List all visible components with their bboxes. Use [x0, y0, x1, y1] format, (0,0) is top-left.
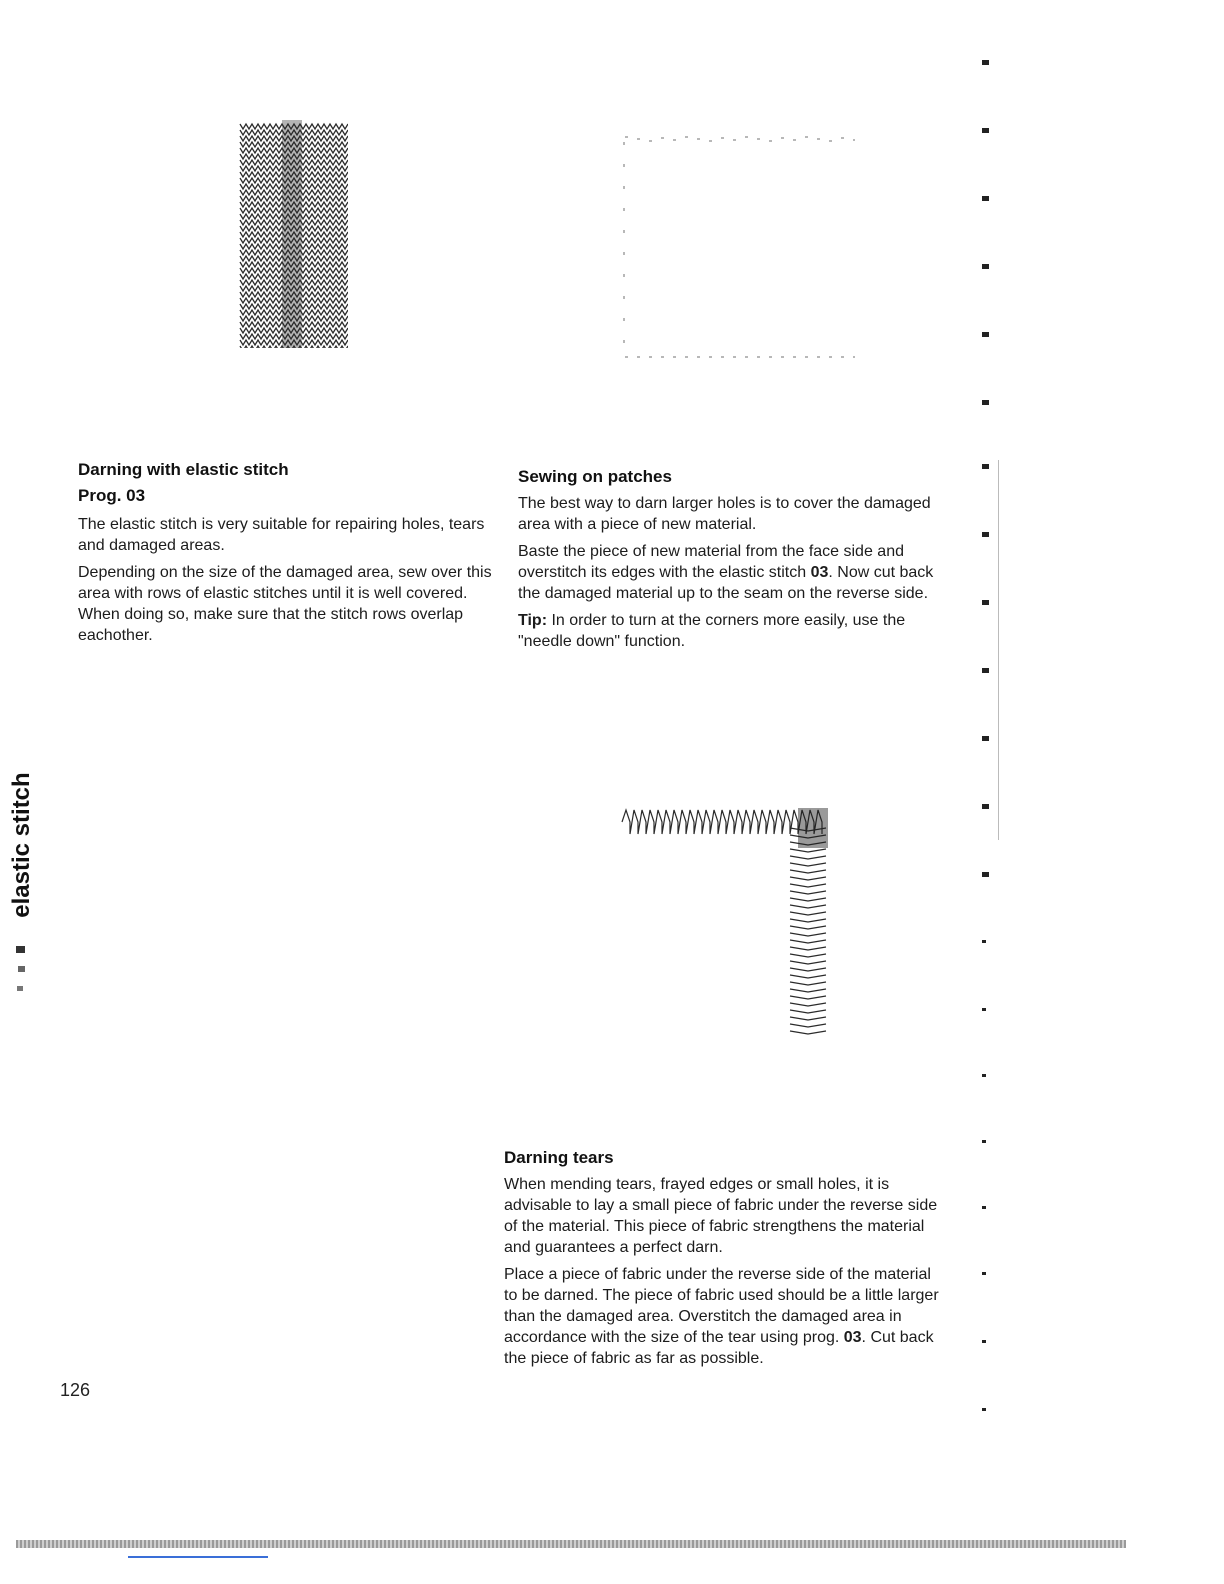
sewing-patches-section — [518, 467, 938, 658]
frame-dot — [841, 137, 844, 139]
vertical-stitch — [790, 1031, 826, 1034]
program-number: 03 — [810, 564, 829, 581]
frame-dot — [829, 140, 832, 142]
bottom-rule — [128, 1556, 268, 1558]
scan-mark — [982, 264, 989, 269]
vertical-stitch — [790, 849, 826, 852]
chapter-side-tab — [2, 760, 42, 930]
vertical-stitch — [790, 912, 826, 915]
scan-mark — [982, 1008, 986, 1011]
vertical-stitch — [790, 870, 826, 873]
scan-mark — [982, 128, 989, 133]
frame-dot — [623, 296, 625, 299]
frame-dot — [781, 356, 784, 358]
text-run: . Now cut back the damaged material up to the seam on the reverse side. — [518, 564, 934, 602]
frame-dot — [625, 356, 628, 358]
bottom-scan-strip — [16, 1540, 1126, 1548]
scan-mark — [982, 400, 989, 405]
page-number: 126 — [60, 1380, 91, 1400]
scan-mark — [982, 1074, 986, 1077]
frame-dot — [781, 137, 784, 139]
text-run: Baste the piece of new material from the face side and overstitch its edges with the elastic stitch — [518, 543, 904, 581]
vertical-stitch — [790, 954, 826, 957]
frame-dot — [841, 356, 844, 358]
section-heading: Darning tears — [504, 1148, 614, 1167]
scan-mark — [982, 1140, 986, 1143]
frame-dot — [745, 356, 748, 358]
vertical-stitch — [790, 1003, 826, 1006]
corner-dense-stitch — [798, 808, 828, 848]
frame-dot — [625, 136, 628, 138]
scan-mark — [982, 332, 989, 337]
frame-dot — [853, 356, 855, 358]
vertical-stitch — [790, 996, 826, 999]
section-heading: Sewing on patches — [518, 467, 672, 486]
frame-dot — [757, 356, 760, 358]
vertical-stitch — [790, 968, 826, 971]
vertical-stitch — [790, 933, 826, 936]
frame-dot — [697, 138, 700, 140]
frame-dot — [721, 356, 724, 358]
vertical-stitch — [790, 961, 826, 964]
frame-dot — [685, 136, 688, 138]
frame-dot — [673, 139, 676, 141]
frame-dot — [721, 137, 724, 139]
vertical-stitch — [790, 1017, 826, 1020]
frame-dot — [805, 136, 808, 138]
scan-line — [998, 460, 999, 840]
text-run: Place a piece of fabric under the reverse side of the material to be darned. The piece of fabric used should be a little larger than the damaged area. Overstitch the damaged area in accordance with the size of the tear using prog. — [504, 1266, 939, 1346]
tip-paragraph — [518, 610, 938, 652]
frame-dot — [623, 142, 625, 145]
scan-mark — [982, 600, 989, 605]
vertical-stitch — [790, 863, 826, 866]
frame-dot — [733, 139, 736, 141]
vertical-stitch — [790, 947, 826, 950]
darning-tears-section — [504, 1148, 944, 1375]
frame-dot — [709, 140, 712, 142]
vertical-stitch — [790, 926, 826, 929]
frame-dot — [623, 186, 625, 189]
scan-mark — [982, 736, 989, 741]
frame-dot — [637, 138, 640, 140]
frame-dot — [805, 356, 808, 358]
section-heading: Darning with elastic stitch — [78, 460, 289, 479]
paragraph: The elastic stitch is very suitable for repairing holes, tears and damaged areas. — [78, 516, 485, 554]
paragraph: The best way to darn larger holes is to cover the damaged area with a piece of new material. — [518, 495, 931, 533]
scan-mark — [982, 1340, 986, 1343]
frame-dot — [769, 140, 772, 142]
frame-dot — [673, 356, 676, 358]
paragraph — [518, 541, 938, 604]
scan-mark — [982, 464, 989, 469]
scan-marks-icon — [12, 944, 42, 1006]
program-label: Prog. 03 — [78, 486, 146, 505]
horizontal-stitch-line — [622, 810, 822, 834]
paragraph: Depending on the size of the damaged area, sew over this area with rows of elastic stitches until it is well covered. When doing so, make sure that the stitch rows overlap eachother. — [78, 564, 492, 644]
frame-dot — [637, 356, 640, 358]
frame-dot — [623, 252, 625, 255]
frame-dot — [623, 164, 625, 167]
vertical-stitch — [790, 940, 826, 943]
frame-dot — [769, 356, 772, 358]
vertical-stitch — [790, 989, 826, 992]
vertical-stitch — [790, 919, 826, 922]
corner-tear-stitch-illustration — [618, 808, 848, 1040]
frame-dot — [623, 318, 625, 321]
vertical-stitch — [790, 975, 826, 978]
frame-dot — [733, 356, 736, 358]
tip-label: Tip: — [518, 612, 548, 629]
frame-dot — [793, 356, 796, 358]
scan-mark — [982, 1206, 986, 1209]
frame-dot — [649, 356, 652, 358]
darning-stitch-illustration — [238, 120, 348, 348]
frame-dot — [623, 340, 625, 343]
chapter-label: elastic stitch — [8, 772, 35, 918]
scan-mark — [982, 872, 989, 877]
frame-dot — [623, 274, 625, 277]
frame-dot — [793, 139, 796, 141]
frame-dot — [757, 138, 760, 140]
frame-dot — [745, 136, 748, 138]
vertical-stitch — [790, 877, 826, 880]
frame-dot — [817, 356, 820, 358]
vertical-stitch — [790, 856, 826, 859]
vertical-stitch — [790, 1010, 826, 1013]
frame-dot — [697, 356, 700, 358]
scan-mark — [982, 804, 989, 809]
stitch-overlap-band — [282, 120, 302, 348]
text-run: . Cut back the piece of fabric as far as possible. — [504, 1329, 934, 1367]
frame-dot — [649, 140, 652, 142]
frame-dot — [829, 356, 832, 358]
frame-dot — [853, 139, 855, 141]
scan-mark — [982, 196, 989, 201]
frame-dot — [709, 356, 712, 358]
tip-text: In order to turn at the corners more easily, use the "needle down" function. — [518, 612, 906, 650]
scan-mark — [982, 940, 986, 943]
program-number: 03 — [843, 1329, 862, 1346]
frame-dot — [817, 138, 820, 140]
scan-mark — [982, 1272, 986, 1275]
vertical-stitch — [790, 898, 826, 901]
scan-mark — [982, 60, 989, 65]
patch-outline-illustration — [615, 122, 855, 372]
vertical-stitch — [790, 982, 826, 985]
scan-mark — [982, 532, 989, 537]
scan-mark — [982, 668, 989, 673]
frame-dot — [661, 356, 664, 358]
darning-elastic-section — [78, 460, 498, 652]
paragraph: When mending tears, frayed edges or small holes, it is advisable to lay a small piece of fabric under the reverse side of the material. This piece of fabric strengthens the material and guarantees a perfect darn. — [504, 1176, 938, 1256]
vertical-stitch — [790, 891, 826, 894]
vertical-stitch — [790, 1024, 826, 1027]
edge-scan-marks — [950, 20, 1020, 1440]
frame-dot — [623, 230, 625, 233]
frame-dot — [623, 208, 625, 211]
frame-dot — [685, 356, 688, 358]
frame-dot — [661, 137, 664, 139]
scan-mark — [982, 1408, 986, 1411]
paragraph — [504, 1264, 944, 1369]
vertical-stitch — [790, 884, 826, 887]
vertical-stitch — [790, 905, 826, 908]
